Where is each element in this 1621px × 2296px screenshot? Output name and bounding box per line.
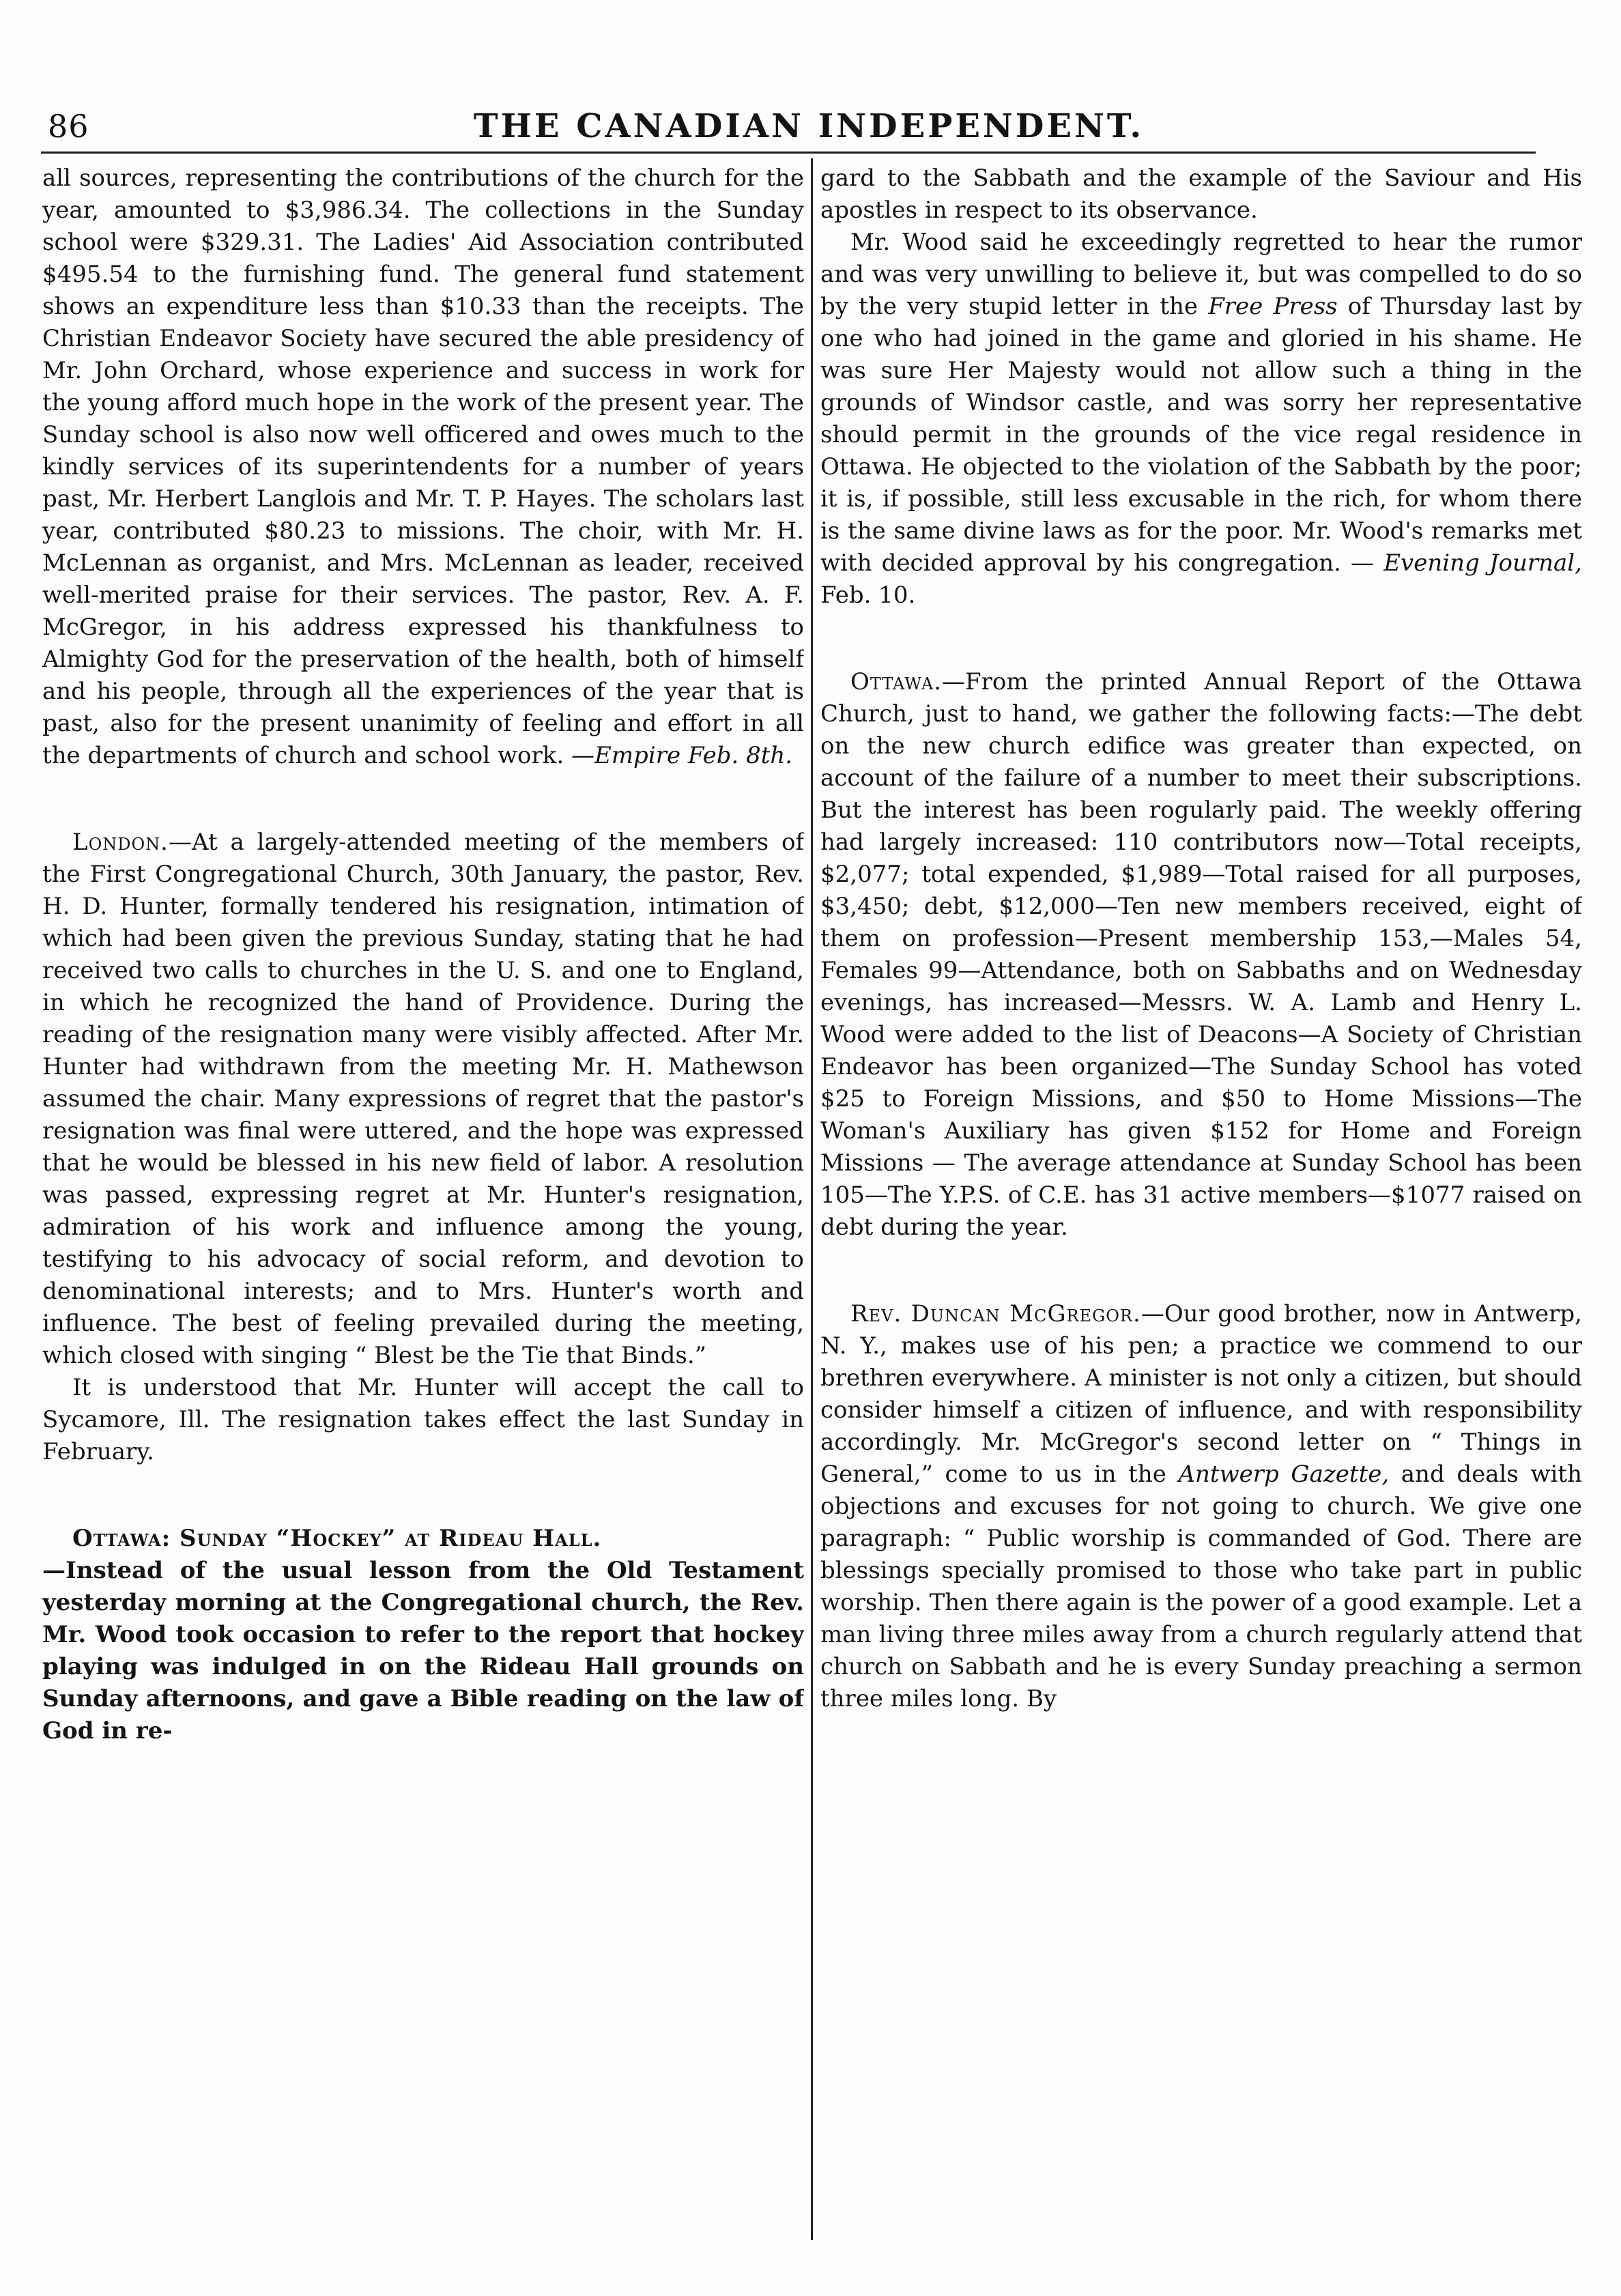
article-heading: Rev. Duncan McGregor. bbox=[850, 1300, 1141, 1328]
article-text: —Instead of the usual lesson from the Old Testament yesterday morning at the Congregational church, the Rev. Mr. Wood took occasion to refer to the report that hockey playing was indulged in on the Rideau Hall grounds on Sunday afternoons, and gave a Bible reading on the law of God in re- bbox=[42, 1557, 804, 1745]
article-ottawa-report bbox=[820, 666, 1582, 1244]
article-attribution: —Empire Feb. 8th. bbox=[571, 742, 793, 769]
article-text: —Our good brother, now in Antwerp, N. Y., makes use of his pen; a practice we commend to our brethren everywhere. A minister is not only a citizen, but should consider himself a citizen of influence, and with responsibility accordingly. Mr. McGregor's second letter on “ Things in General,” come to us in the bbox=[820, 1300, 1582, 1488]
article-text: and deals with objections and excuses for not going to church. We give one paragraph: “ Public worship is commanded of God. There are blessings specially promised to those who take part in public worship. Then there again is the power of a good example. Let a man living three miles away from a church regularly attend that church on Sabbath and he is every Sunday preaching a sermon three miles long. By bbox=[820, 1461, 1582, 1712]
right-column bbox=[820, 162, 1582, 2251]
article-text: —From the printed Annual Report of the Ottawa Church, just to hand, we gather the following facts:—The debt on the new church edifice was greater than expected, on account of the failure of a number to meet their subscriptions. But the interest has been rogularly paid. The weekly offering had largely increased: 110 contributors now—Total receipts, $2,077; total expended, $1,989—Total raised for all purposes, $3,450; debt, $12,000—Ten new members received, eight of them on profession—Present membership 153,—Males 54, Females 99—Attendance, both on Sabbaths and on Wednesday evenings, has increased—Messrs. W. A. Lamb and Henry L. Wood were added to the list of Deacons—A Society of Christian Endeavor has been organized—The Sunday School has voted $25 to Foreign Missions, and $50 to Home Missions—The Woman's Auxiliary has given $152 for Home and Foreign Missions — The average attendance at Sunday School has been 105—The Y.P.S. of C.E. has 31 active members—$1077 raised on debt during the year. bbox=[820, 668, 1582, 1241]
article-heading: Ottawa: Sunday “Hockey” at Rideau Hall. bbox=[72, 1525, 602, 1552]
article-text: Mr. Wood said he exceedingly regretted to hear the rumor and was very unwilling to believe it, but was compelled to do so by the very stupid letter in the bbox=[820, 229, 1582, 320]
article-spacer bbox=[820, 1244, 1582, 1298]
left-column bbox=[42, 162, 804, 2251]
article-text: It is understood that Mr. Hunter will accept the call to Sycamore, Ill. The resignation takes effect the last Sunday in February. bbox=[42, 1374, 804, 1465]
article-duncan-mcgregor bbox=[820, 1298, 1582, 1715]
article-text: —At a largely-attended meeting of the members of the First Congregational Church, 30th January, the pastor, Rev. H. D. Hunter, formally tendered his resignation, intimation of which had been given the previous Sunday, stating that he had received two calls to churches in the U. S. and one to England, in which he recognized the hand of Providence. During the reading of the resignation many were visibly affected. After Mr. Hunter had withdrawn from the meeting Mr. H. Mathewson assumed the chair. Many expressions of regret that the pastor's resignation was final were uttered, and the hope was expressed that he would be blessed in his new field of labor. A resolution was passed, expressing regret at Mr. Hunter's resignation, admiration of his work and influence among the young, testifying to his advocacy of social reform, and devotion to denominational interests; and to Mrs. Hunter's worth and influence. The best of feeling prevailed during the meeting, which closed with singing “ Blest be the Tie that Binds.” bbox=[42, 829, 804, 1369]
article-london-followup bbox=[42, 1372, 804, 1468]
article-heading: Ottawa. bbox=[850, 668, 942, 695]
journal-title: THE CANADIAN INDEPENDENT. bbox=[473, 107, 1145, 145]
article-heading: London. bbox=[72, 829, 169, 856]
article-ottawa-hockey-continued bbox=[820, 162, 1582, 227]
article-text: all sources, representing the contributions of the church for the year, amounted to $3,986.34. The collections in the Sunday school were $329.31. The Ladies' Aid Association contributed $495.54 to the furnishing fund. The general fund statement shows an expenditure less than $10.33 than the receipts. The Christian Endeavor Society have secured the able presidency of Mr. John Orchard, whose experience and success in work for the young afford much hope in the work of the present year. The Sunday school is also now well officered and owes much to the kindly services of its superintendents for a number of years past, Mr. Herbert Langlois and Mr. T. P. Hayes. The scholars last year, contributed $80.23 to missions. The choir, with Mr. H. McLennan as organist, and Mrs. McLennan as leader, received well-merited praise for their services. The pastor, Rev. A. F. McGregor, in his address expressed his thankfulness to Almighty God for the preservation of the health, both of himself and his people, through all the experiences of the year that is past, also for the present unanimity of feeling and effort in all the departments of church and school work. bbox=[42, 164, 804, 769]
article-spacer bbox=[820, 612, 1582, 666]
article-spacer bbox=[42, 772, 804, 827]
newspaper-name: Free Press bbox=[1208, 293, 1338, 320]
page-header bbox=[48, 102, 1570, 150]
page-number: 86 bbox=[48, 108, 89, 145]
article-church-report-continued bbox=[42, 162, 804, 772]
article-text: of Thursday last by one who had joined in the game and gloried in his shame. He was sure Her Majesty would not allow such a thing in the grounds of Windsor castle, and was sorry her representative should permit in the grounds of the vice regal residence in Ottawa. He objected to the violation of the Sabbath by the poor; it is, if possible, still less excusable in the rich, for whom there is the same divine laws as for the poor. Mr. Wood's remarks met with decided approval by his congregation. — bbox=[820, 293, 1582, 577]
article-mr-wood-remarks bbox=[820, 227, 1582, 612]
article-attribution: Evening Journal, bbox=[1383, 549, 1582, 577]
newspaper-name: Antwerp Gazette, bbox=[1178, 1461, 1390, 1488]
article-spacer bbox=[42, 1468, 804, 1523]
article-ottawa-hockey bbox=[42, 1523, 804, 1747]
article-date: Feb. 10. bbox=[820, 582, 916, 609]
article-london bbox=[42, 827, 804, 1372]
column-divider bbox=[811, 158, 813, 2240]
header-rule bbox=[41, 152, 1536, 154]
article-text: gard to the Sabbath and the example of the Saviour and His apostles in respect to its observance. bbox=[820, 164, 1582, 224]
